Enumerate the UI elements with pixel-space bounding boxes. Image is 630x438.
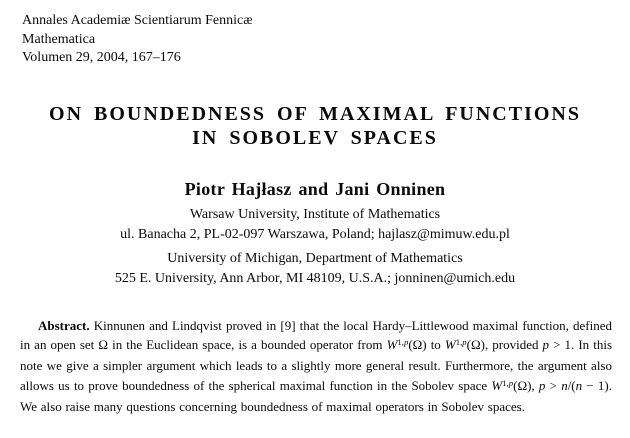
paper-title xyxy=(0,102,630,150)
text-run: > 1. In this note we give a simpler argument which leads to a slightly more general result. Furthermore, the argument also allows us to prove boundedness of the spherical maximal function in the Sobolev space xyxy=(20,337,613,393)
text-run: W xyxy=(386,337,398,353)
text-run: (Ω), xyxy=(513,377,539,393)
text-run: n xyxy=(575,377,583,393)
authors: Piotr Hajłasz and Jani Onninen xyxy=(184,179,446,199)
affiliation-warsaw-institution: Warsaw University, Institute of Mathematics xyxy=(189,207,441,222)
text-run: p xyxy=(542,337,550,353)
text-run: (Ω), provided xyxy=(466,337,543,353)
text-run: n xyxy=(561,377,568,393)
text-run: 1, xyxy=(397,337,404,348)
paper-title-line-2: IN SOBOLEV SPACES xyxy=(192,127,438,149)
affiliation-warsaw xyxy=(0,205,630,245)
journal-volume: Volumen 29, 2004, 167–176 xyxy=(22,50,181,65)
text-run: p xyxy=(403,337,409,348)
affiliation-michigan-address: 525 E. University, Ann Arbor, MI 48109, U.S.A.; jonninen@umich.edu xyxy=(114,271,516,286)
text-run: − 1). We also raise many questions concerning boundedness of maximal operators in Sobolev spaces. xyxy=(20,377,612,414)
affiliation-warsaw-address: ul. Banacha 2, PL-02-097 Warszawa, Poland; hajlasz@mimuw.edu.pl xyxy=(120,227,510,242)
text-run: (Ω) to xyxy=(408,337,445,353)
text-run: /( xyxy=(567,377,576,393)
text-run: p xyxy=(508,377,514,388)
text-run: > xyxy=(545,377,562,393)
journal-name: Annales Academiæ Scientiarum Fennicæ xyxy=(22,13,253,28)
paper-title-line-1: ON BOUNDEDNESS OF MAXIMAL FUNCTIONS xyxy=(49,103,581,125)
text-run: Abstract. xyxy=(38,318,90,333)
journal-header xyxy=(22,12,253,68)
text-run: p xyxy=(538,377,546,393)
text-run: p xyxy=(462,337,467,348)
abstract-paragraph xyxy=(20,316,612,416)
affiliation-michigan xyxy=(0,249,630,289)
text-run: 1, xyxy=(502,377,509,388)
journal-series: Mathematica xyxy=(22,31,96,47)
text-run: W xyxy=(444,337,456,353)
text-run: W xyxy=(491,377,503,393)
text-run: Kinnunen and Lindqvist proved in [9] that the local Hardy–Littlewood maximal function, defined in an open set Ω in the Euclidean space, is a bounded operator from xyxy=(20,318,612,353)
affiliation-michigan-institution: University of Michigan, Department of Mathematics xyxy=(167,251,463,266)
text-run: 1, xyxy=(455,337,463,348)
